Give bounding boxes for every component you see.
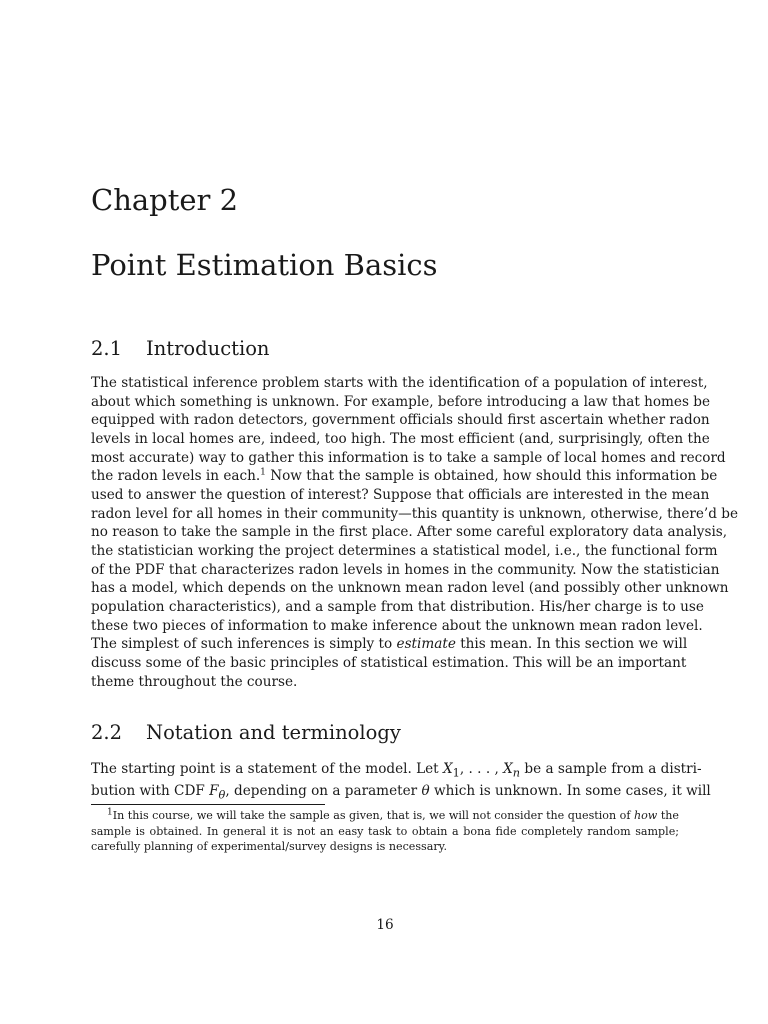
paragraph-line: levels in local homes are, indeed, too high. The most efficient (and, surprisingly, often the [91,430,710,447]
text-run: be a sample from a distri- [520,761,702,777]
paragraph-line: The statistical inference problem starts with the identification of a population of interest, [91,375,708,391]
text-run: the [657,809,679,822]
text-run: Now that the sample is obtained, how should this information be [265,468,718,485]
text-run: this mean. In this section we will [455,636,688,653]
math-symbol: n [512,765,521,780]
section-title: Introduction [146,337,270,360]
text-run: The starting point is a statement of the model. Let [91,761,443,777]
section-number: 2.2 [91,721,123,744]
footnote-marker: 1 [107,807,113,818]
math-symbol: θ [218,788,226,803]
paragraph-line: about which something is unknown. For example, before introducing a law that homes be [91,393,711,410]
math-subscript: 1 [452,765,460,780]
math-symbol: X [442,761,453,777]
math-subscript [513,766,520,780]
text-run: The simplest of such inferences is simply to [91,636,397,653]
text-run: which is unknown. In some cases, it will [429,783,711,800]
section-title: Notation and terminology [146,721,401,744]
paragraph-line: theme throughout the course. [91,673,298,690]
footnote-line: carefully planning of experimental/survey designs is necessary. [91,840,447,854]
paragraph-line: population characteristics), and a sample from that distribution. His/her charge is to use [91,598,704,615]
page [91,0,739,1024]
paragraph-line [91,635,688,654]
paragraph-line: has a model, which depends on the unknown mean radon level (and possibly other unknown [91,580,729,597]
footnote-marker[interactable]: 1 [260,467,266,478]
footnote-line: sample is obtained. In general it is not an easy task to obtain a bona fide completely random sample; [91,824,679,838]
text-run: In this course, we will take the sample as given, that is, we will not consider the question of [112,809,634,822]
text-run: bution with CDF [91,783,210,800]
page-number: 16 [376,917,394,933]
chapter-title: Point Estimation Basics [91,248,438,282]
notation-paragraph [91,760,711,805]
text-run: , . . . , [459,761,504,777]
section-heading-introduction [91,337,270,361]
math-symbol: F [209,783,219,800]
text-run: the radon levels in each. [91,468,261,485]
paragraph-line: used to answer the question of interest? Suppose that officials are interested in the mean [91,486,710,503]
chapter-label: Chapter 2 [91,183,239,217]
introduction-paragraph [91,374,739,691]
paragraph-line: most accurate) way to gather this information is to take a sample of local homes and record [91,449,726,466]
section-heading-notation [91,721,401,745]
paragraph-line [91,467,718,486]
paragraph-line: these two pieces of information to make inference about the unknown mean radon level. [91,617,703,634]
text-run: , depending on a parameter [225,783,422,800]
emphasis: how [633,809,658,822]
paragraph-line: equipped with radon detectors, government officials should first ascertain whether radon [91,412,710,429]
paragraph-line: discuss some of the basic principles of statistical estimation. This will be an important [91,654,687,671]
footnote-line [91,808,679,824]
paragraph-line: of the PDF that characterizes radon levels in homes in the community. Now the statistician [91,561,720,578]
section-number: 2.1 [91,337,123,360]
emphasis: estimate [396,636,456,653]
paragraph-line [91,782,711,804]
footnote [91,808,679,855]
paragraph-line [91,760,702,782]
footnote-rule [91,804,325,805]
paragraph-line: no reason to take the sample in the first place. After some careful exploratory data analysis, [91,524,728,541]
paragraph-line: the statistician working the project determines a statistical model, i.e., the functional form [91,542,718,559]
math-symbol: θ [421,783,430,800]
math-symbol: X [503,761,513,777]
paragraph-line: radon level for all homes in their community—this quantity is unknown, otherwise, there’d be [91,505,739,522]
